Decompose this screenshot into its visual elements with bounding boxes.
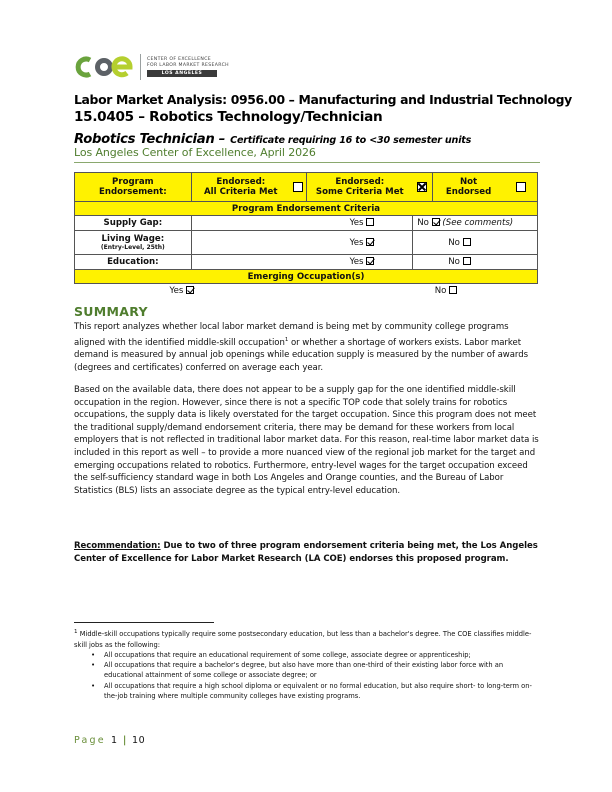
org-date: Los Angeles Center of Excellence, April 2026 [74, 146, 316, 159]
emerging-header-row [75, 270, 538, 284]
criteria-header-row [75, 202, 538, 216]
option-some-criteria-line1: Endorsed: [335, 177, 385, 187]
page-number: 1 [111, 735, 118, 746]
option-some-criteria [306, 173, 412, 202]
supply-gap-note: (See comments) [442, 218, 514, 228]
summary-p1-part1: This report analyzes whether local labor market demand is being met by community college programs aligned with the identified middle-skill occupation [74, 322, 509, 348]
report-title: Labor Market Analysis: 0956.00 – Manufacturing and Industrial Technology [74, 92, 572, 107]
living-wage-no-checkbox[interactable] [463, 238, 471, 246]
program-note: Certificate requiring 16 to <30 semester units [230, 135, 472, 146]
option-all-criteria [191, 173, 290, 202]
page-separator: | [122, 735, 127, 746]
emerging-yes-checkbox[interactable] [186, 286, 194, 294]
footnote-rule [74, 622, 214, 623]
footnote-mark: 1 [74, 629, 78, 635]
emerging-yes-label: Yes [169, 286, 184, 297]
emerging-yes [75, 284, 413, 299]
list-item: • All occupations that require a high school diploma or equivalent or no formal education, but also require short- to long-term on-the-job training where multiple community colleges have existing programs. [74, 681, 540, 702]
page-footer [74, 735, 145, 746]
supply-gap-yes-label: Yes [349, 218, 364, 228]
program-heading [74, 128, 471, 147]
footnote-list [74, 650, 540, 701]
criteria-row [75, 231, 538, 255]
page-total: 10 [132, 735, 146, 746]
criteria-label: Education: [75, 255, 192, 270]
summary-paragraph-2: Based on the available data, there does not appear to be a supply gap for the one identified middle-skill occupation in the region. However, since there is not a specific TOP code that solely trains for robotics occupations, the supply data is likely overstated for the target occupation. Since this program does not meet the traditional supply/demand endorsement criteria, there may be demand for these workers from local employers that is not reflected in traditional labor market data. For this reason, real-time labor market data is included in this report as well – to provide a more nuanced view of the regional job market for the target and emerging occupations related to robotics. Furthermore, entry-level wages for the target occupation exceed the self-sufficiency standard wage in both Los Angeles and Orange counties, and the Bureau of Labor Statistics (BLS) lists an associate degree as the typical entry-level education. [74, 385, 539, 496]
option-not-endorsed-line1: Not [459, 177, 478, 187]
option-not-endorsed [433, 173, 504, 202]
option-not-endorsed-cell [504, 173, 537, 202]
logo-line-2: FOR LABOR MARKET RESEARCH [147, 62, 229, 68]
living-wage-label: Living Wage: [101, 234, 165, 244]
living-wage-yes [191, 231, 413, 255]
summary-p1-part2: or whether a shortage of workers exists. Labor market demand is measured by annual job openings while education supply is measured by the number of awards (degrees and certificates) conferred on average each year. [74, 337, 529, 373]
criteria-label [75, 231, 192, 255]
education-no-checkbox[interactable] [463, 257, 471, 265]
list-item: • All occupations that require a bachelor's degree, but also have more than one-third of their existing labor force with an educational attainment of some college or associate degree; or [74, 660, 540, 681]
emerging-no [413, 284, 538, 299]
criteria-label: Supply Gap: [75, 216, 192, 231]
option-some-criteria-line2: Some Criteria Met [315, 187, 404, 197]
recommendation-label: Recommendation: [74, 541, 161, 551]
option-all-criteria-line2: All Criteria Met [204, 187, 278, 197]
summary-paragraph-1 [74, 321, 540, 374]
program-name: Robotics Technician – [74, 132, 226, 147]
supply-gap-yes [191, 216, 413, 231]
endorsement-label-line1: Program [112, 177, 154, 187]
logo-text [147, 57, 229, 77]
endorsement-label [75, 173, 192, 202]
all-criteria-checkbox[interactable] [293, 182, 303, 192]
logo-divider [140, 54, 141, 80]
logo-region-bar: LOS ANGELES [147, 70, 217, 77]
endorsement-label-line2: Endorsement: [99, 187, 167, 197]
emerging-no-label: No [434, 286, 447, 297]
summary-heading: SUMMARY [74, 304, 148, 319]
education-no [413, 255, 538, 270]
footnote-ref[interactable]: 1 [284, 336, 289, 343]
not-endorsed-checkbox[interactable] [516, 182, 526, 192]
supply-gap-no [413, 216, 538, 231]
option-all-criteria-cell [290, 173, 307, 202]
living-wage-yes-label: Yes [349, 237, 364, 248]
education-yes [191, 255, 413, 270]
supply-gap-no-checkbox[interactable] [432, 218, 440, 226]
criteria-row [75, 255, 538, 270]
supply-gap-no-label: No [417, 218, 429, 228]
recommendation-paragraph [74, 540, 540, 565]
option-all-criteria-line1: Endorsed: [216, 177, 266, 187]
option-not-endorsed-line2: Endorsed [445, 187, 492, 197]
endorsement-row [75, 173, 538, 202]
footnote [74, 627, 540, 701]
footnote-intro [74, 627, 540, 650]
recommendation-body: Due to two of three program endorsement criteria being met, the Los Angeles Center of Excellence for Labor Market Research (LA COE) endorses this proposed program. [74, 541, 538, 564]
logo-line-1: CENTER OF EXCELLENCE [147, 57, 212, 63]
criteria-header: Program Endorsement Criteria [75, 202, 538, 216]
education-no-label: No [448, 257, 460, 267]
endorsement-table [74, 172, 538, 299]
living-wage-sublabel: (Entry-Level, 25th) [100, 244, 165, 251]
coe-logo [74, 54, 229, 80]
list-item: • All occupations that require an educational requirement of some college, associate degree or apprenticeship; [74, 650, 540, 660]
option-some-criteria-cell [413, 173, 433, 202]
report-subtitle: 15.0405 – Robotics Technology/Technician [74, 109, 383, 125]
education-yes-checkbox[interactable] [366, 257, 374, 265]
footnote-intro-text: Middle-skill occupations typically require some postsecondary education, but less than a bachelor's degree. The COE classifies middle-skill jobs as the following: [74, 630, 532, 649]
living-wage-yes-checkbox[interactable] [366, 238, 374, 246]
emerging-header: Emerging Occupation(s) [75, 270, 538, 284]
supply-gap-yes-checkbox[interactable] [366, 218, 374, 226]
some-criteria-checkbox[interactable] [417, 182, 427, 192]
header-rule [74, 162, 540, 163]
living-wage-no [413, 231, 538, 255]
page-word: Page [74, 735, 106, 746]
emerging-no-checkbox[interactable] [449, 286, 457, 294]
emerging-row [75, 284, 538, 299]
coe-logo-mark [74, 55, 134, 79]
living-wage-no-label: No [448, 237, 460, 248]
criteria-row [75, 216, 538, 231]
education-yes-label: Yes [349, 257, 364, 267]
